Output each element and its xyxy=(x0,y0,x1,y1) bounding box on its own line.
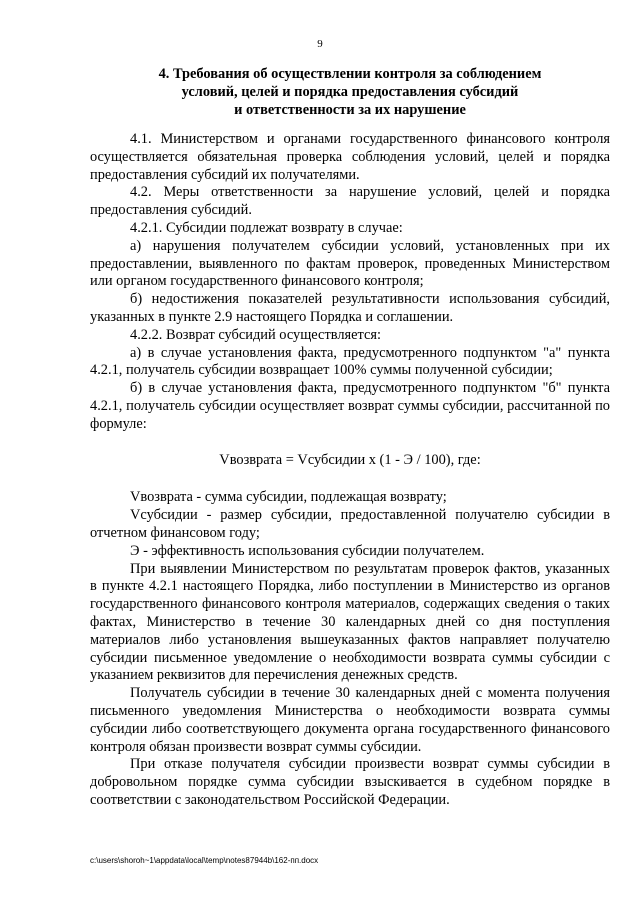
paragraph-4-2-2: 4.2.2. Возврат субсидий осуществляется: xyxy=(130,326,381,343)
paragraph-refusal: При отказе получателя субсидии произвести возврат суммы субсидии в добровольном порядке сумма субсидии взыскивается в судебном порядке в соответствии с законодательством Российской Федерации. xyxy=(90,756,610,808)
paragraph-4-2: 4.2. Меры ответственности за нарушение условий, целей и порядка предоставления субсидий. xyxy=(90,184,610,219)
definition-v-refund: Vвозврата - сумма субсидии, подлежащая возврату; xyxy=(130,489,447,506)
paragraph-4-2-2-b: б) в случае установления факта, предусмотренного подпунктом "б" пункта 4.2.1, получатель субсидии осуществляет возврат суммы субсидии, рассчитанной по формуле: xyxy=(90,380,610,432)
definition-v-subsidy: Vсубсидии - размер субсидии, предоставленной получателю субсидии в отчетном финансовом году; xyxy=(90,507,610,541)
section-heading xyxy=(90,65,610,119)
heading-line-3: и ответственности за их нарушение xyxy=(234,102,466,118)
paragraph-4-2-1: 4.2.1. Субсидии подлежат возврату в случае: xyxy=(130,219,403,236)
file-path-footer: c:\users\shoroh~1\appdata\local\temp\notes87944b\162-пп.docx xyxy=(90,856,319,865)
document-body xyxy=(90,131,610,810)
paragraph-violation-detection: При выявлении Министерством по результатам проверок фактов, указанных в пункте 4.2.1 настоящего Порядка, либо поступлении в Министерство из органов государственного финансового контроля материалов, содержащих сведения о таких фактах, Министерство в течение 30 календарных дней со дня поступления материалов либо установления вышеуказанных фактов направляет получателю субсидии письменное уведомление о необходимости возврата суммы субсидии с указанием реквизитов для перечисления денежных средств. xyxy=(90,560,610,684)
heading-line-2: условий, целей и порядка предоставления субсидий xyxy=(181,84,519,100)
paragraph-refund-deadline: Получатель субсидии в течение 30 календарных дней с момента получения письменного уведомления Министерства о необходимости возврата суммы субсидии либо соответствующего документа органа государственного финансового контроля обязан произвести возврат суммы субсидии. xyxy=(90,685,610,755)
definition-efficiency: Э - эффективность использования субсидии получателем. xyxy=(130,542,485,559)
paragraph-4-2-1-b: б) недостижения показателей результативности использования субсидий, указанных в пункте 2.9 настоящего Порядка и соглашении. xyxy=(90,291,610,325)
page-number: 9 xyxy=(317,38,323,50)
heading-line-1: 4. Требования об осуществлении контроля за соблюдением xyxy=(158,66,542,82)
paragraph-4-2-2-a: а) в случае установления факта, предусмотренного подпунктом "а" пункта 4.2.1, получатель субсидии возвращает 100% суммы полученной субсидии; xyxy=(90,344,610,379)
paragraph-4-2-1-a: а) нарушения получателем субсидии условий, установленных при их предоставлении, выявленного по фактам проверок, проведенных Министерством или органом государственного финансового контроля; xyxy=(90,237,610,290)
paragraph-4-1: 4.1. Министерством и органами государственного финансового контроля осуществляется обязательная проверка соблюдения условий, целей и порядка предоставления субсидий их получателями. xyxy=(90,131,610,183)
refund-formula: Vвозврата = Vсубсидии x (1 - Э / 100), где: xyxy=(219,451,481,468)
